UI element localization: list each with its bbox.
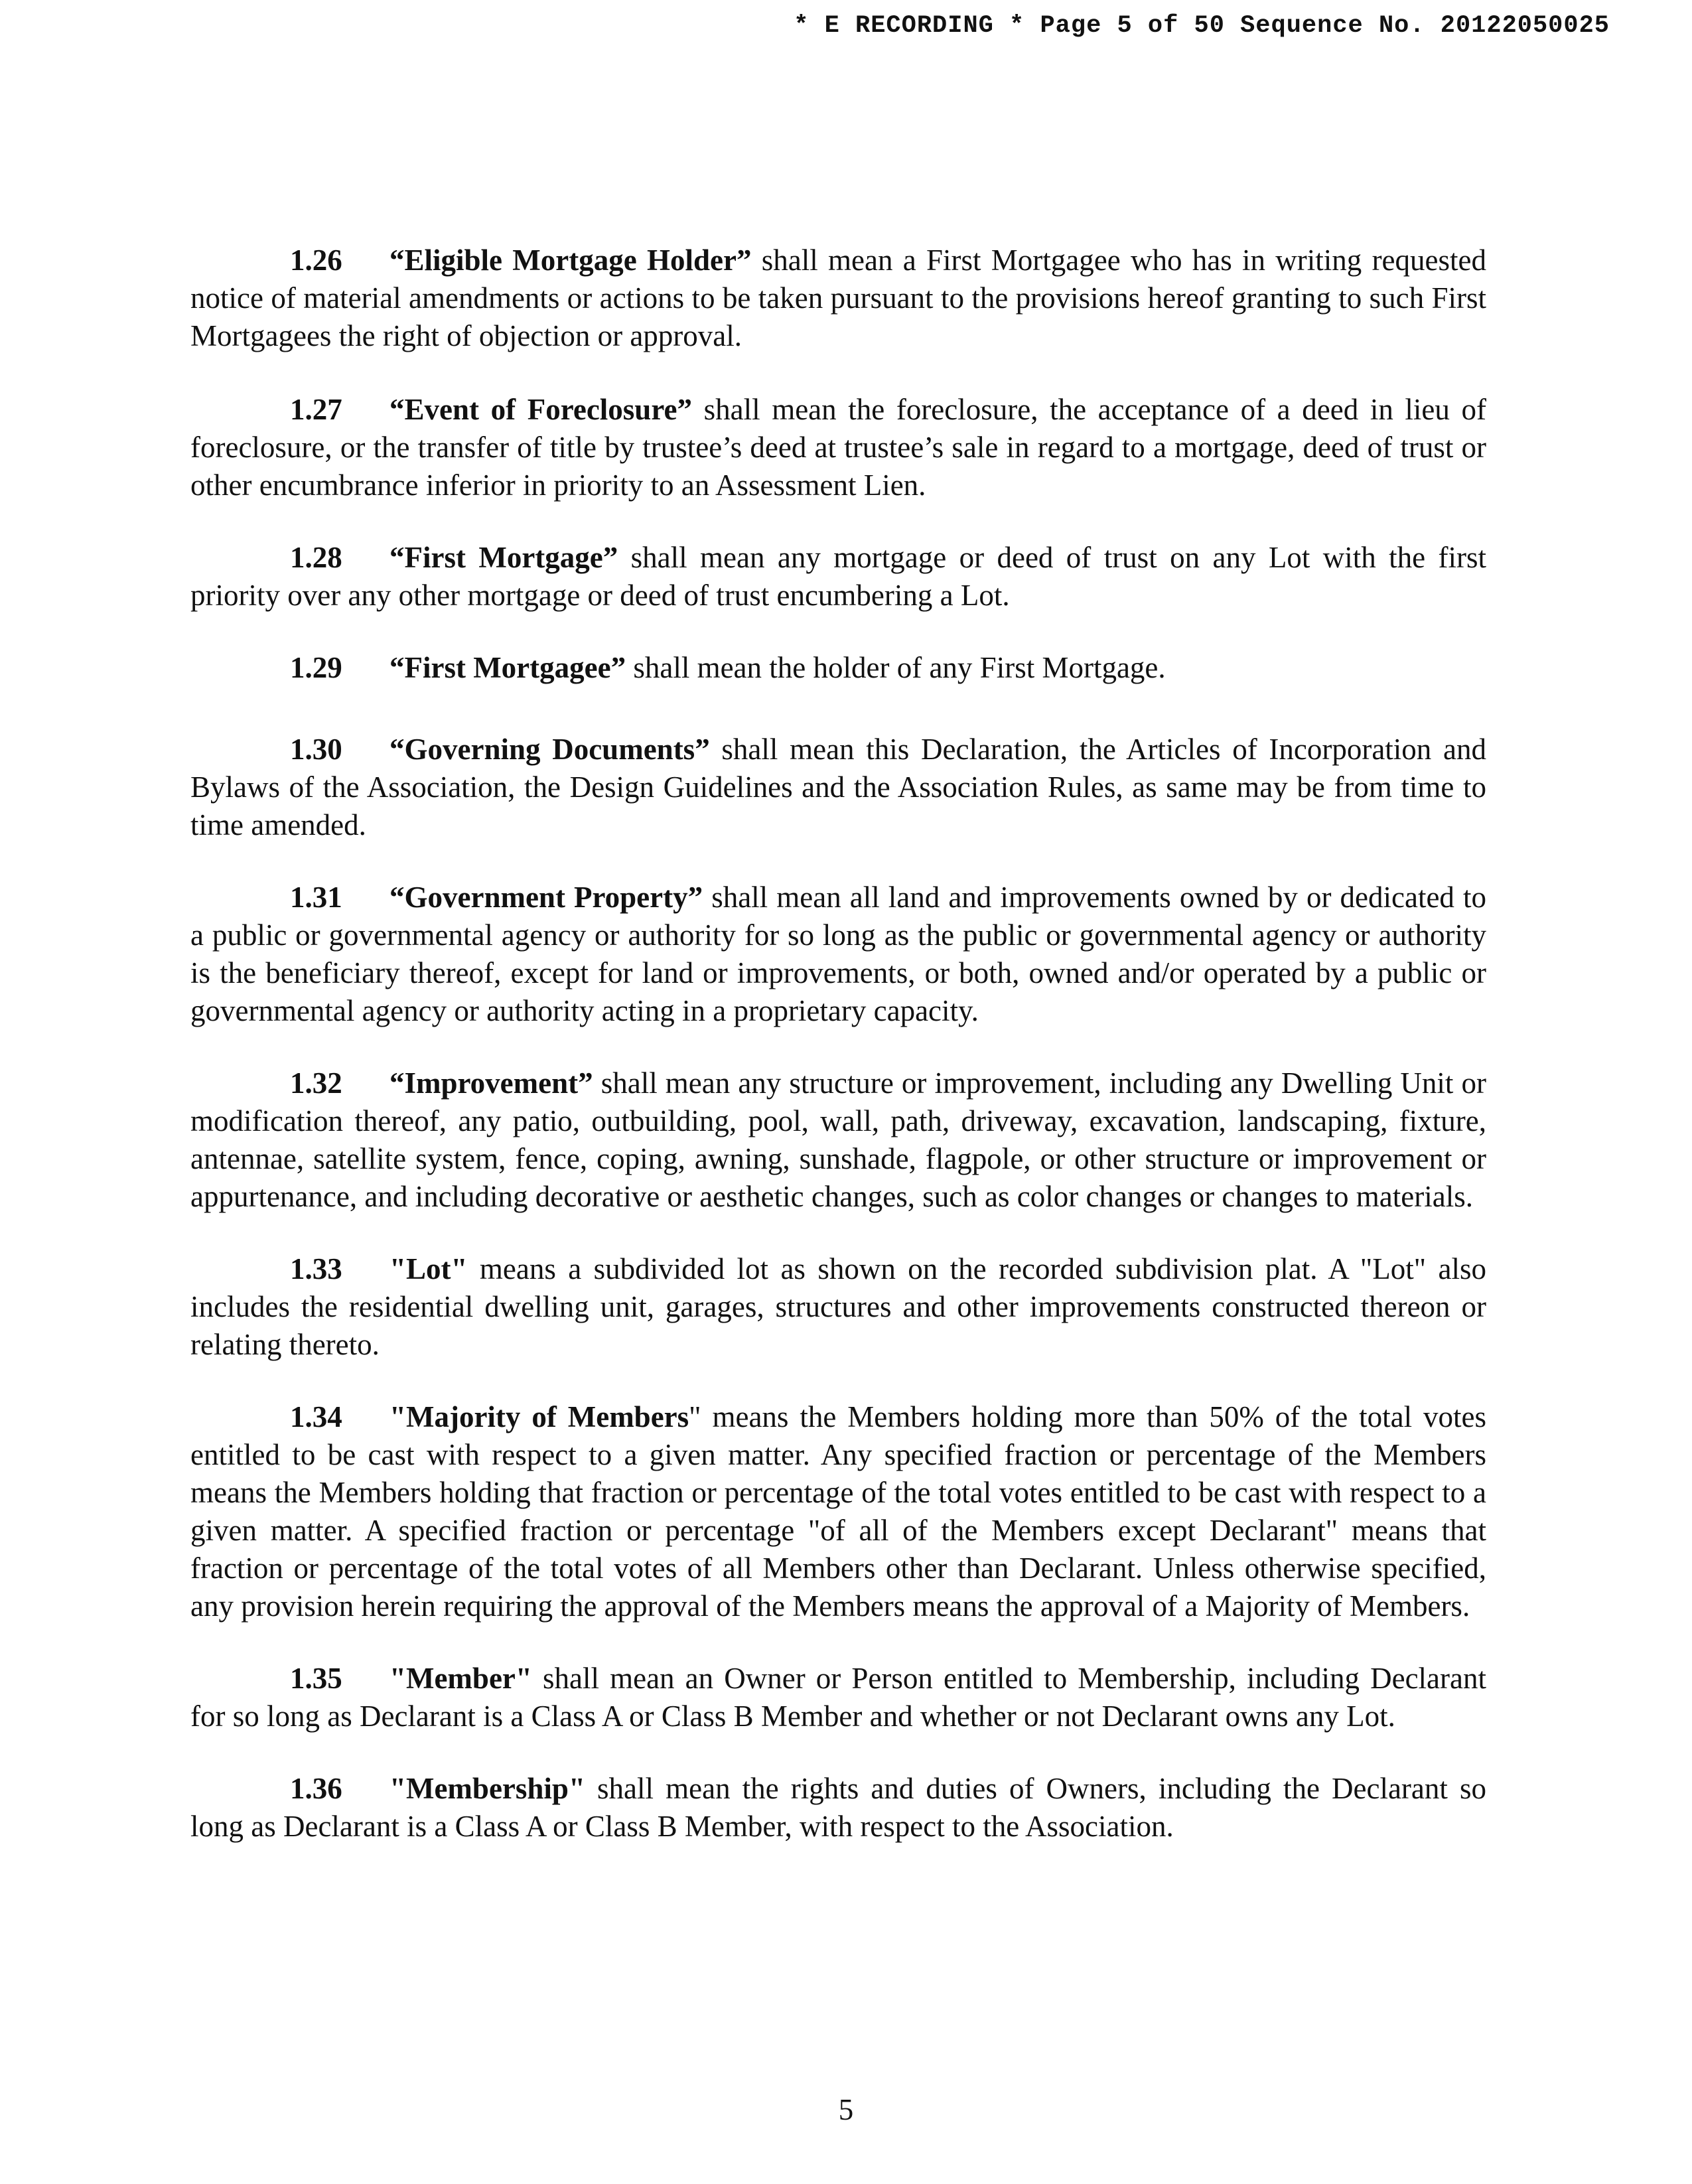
defined-term: "Majority of Members: [389, 1400, 689, 1433]
section-number: 1.35: [290, 1662, 342, 1695]
defined-term: "Membership": [389, 1772, 585, 1805]
definition-text: shall mean the holder of any First Mortgage.: [626, 651, 1166, 684]
definition-text: means a subdivided lot as shown on the recorded subdivision plat. A "Lot" also includes the residential dwelling unit, garages, structures and other improvements constructed thereon or relating thereto.: [190, 1252, 1486, 1361]
definition-1-34: [190, 1398, 1486, 1625]
defined-term: “Eligible Mortgage Holder”: [389, 244, 752, 277]
recording-header: * E RECORDING * Page 5 of 50 Sequence No. 20122050025: [794, 12, 1610, 40]
section-number: 1.30: [290, 733, 342, 766]
defined-term: “First Mortgage”: [389, 541, 618, 574]
section-number: 1.33: [290, 1252, 342, 1285]
definition-text: shall mean all land and improvements owned by or dedicated to a public or governmental agency or authority for so long as the public or governmental agency or authority is the beneficiary thereof, except for land or improvements, or both, owned and/or operated by a public or governmental agency or authority acting in a proprietary capacity.: [190, 881, 1486, 1027]
definition-1-29: [190, 649, 1486, 687]
page-number: 5: [838, 2093, 854, 2126]
defined-term: “Event of Foreclosure”: [389, 393, 692, 426]
section-number: 1.29: [290, 651, 342, 684]
definition-text: " means the Members holding more than 50% of the total votes entitled to be cast with respect to a given matter. Any specified fraction or percentage of the Members means the Members holding that fraction or percentage of the total votes entitled to be cast with respect to a given matter. A specified fraction or percentage "of all of the Members except Declarant" means that fraction or percentage of the total votes of all Members other than Declarant. Unless otherwise specified, any provision herein requiring the approval of the Members means the approval of a Majority of Members.: [190, 1400, 1486, 1623]
defined-term: “First Mortgagee”: [389, 651, 626, 684]
section-number: 1.26: [290, 244, 342, 277]
section-number: 1.27: [290, 393, 342, 426]
document-body: [190, 242, 1486, 1846]
defined-term: “Government Property”: [389, 881, 703, 914]
definition-1-35: [190, 1660, 1486, 1735]
defined-term: "Member": [389, 1662, 532, 1695]
definition-1-26: [190, 242, 1486, 355]
section-number: 1.28: [290, 541, 342, 574]
definition-text: shall mean any mortgage or deed of trust on any Lot with the first priority over any other mortgage or deed of trust encumbering a Lot.: [190, 541, 1486, 612]
definition-text: shall mean any structure or improvement, including any Dwelling Unit or modification thereof, any patio, outbuilding, pool, wall, path, driveway, excavation, landscaping, fixture, antennae, satellite system, fence, coping, awning, sunshade, flagpole, or other structure or improvement or appurtenance, and including decorative or aesthetic changes, such as color changes or changes to materials.: [190, 1066, 1486, 1213]
definition-text: shall mean the foreclosure, the acceptance of a deed in lieu of foreclosure, or the transfer of title by trustee’s deed at trustee’s sale in regard to a mortgage, deed of trust or other encumbrance inferior in priority to an Assessment Lien.: [190, 393, 1486, 502]
definition-1-31: [190, 879, 1486, 1030]
definition-1-28: [190, 539, 1486, 615]
section-number: 1.32: [290, 1066, 342, 1100]
definition-1-33: [190, 1250, 1486, 1364]
definition-1-36: [190, 1770, 1486, 1846]
section-number: 1.34: [290, 1400, 342, 1433]
definition-text: shall mean this Declaration, the Articles of Incorporation and Bylaws of the Association, the Design Guidelines and the Association Rules, as same may be from time to time amended.: [190, 733, 1486, 841]
definition-1-30: [190, 731, 1486, 844]
defined-term: “Governing Documents”: [389, 733, 710, 766]
definition-text: shall mean a First Mortgagee who has in writing requested notice of material amendments or actions to be taken pursuant to the provisions hereof granting to such First Mortgagees the right of objection or approval.: [190, 244, 1486, 352]
defined-term: "Lot": [389, 1252, 468, 1285]
defined-term: “Improvement”: [389, 1066, 593, 1100]
definition-1-27: [190, 391, 1486, 504]
section-number: 1.36: [290, 1772, 342, 1805]
definition-1-32: [190, 1064, 1486, 1216]
section-number: 1.31: [290, 881, 342, 914]
definition-text: shall mean an Owner or Person entitled to Membership, including Declarant for so long as Declarant is a Class A or Class B Member and whether or not Declarant owns any Lot.: [190, 1662, 1486, 1733]
definition-text: shall mean the rights and duties of Owners, including the Declarant so long as Declarant is a Class A or Class B Member, with respect to the Association.: [190, 1772, 1486, 1843]
